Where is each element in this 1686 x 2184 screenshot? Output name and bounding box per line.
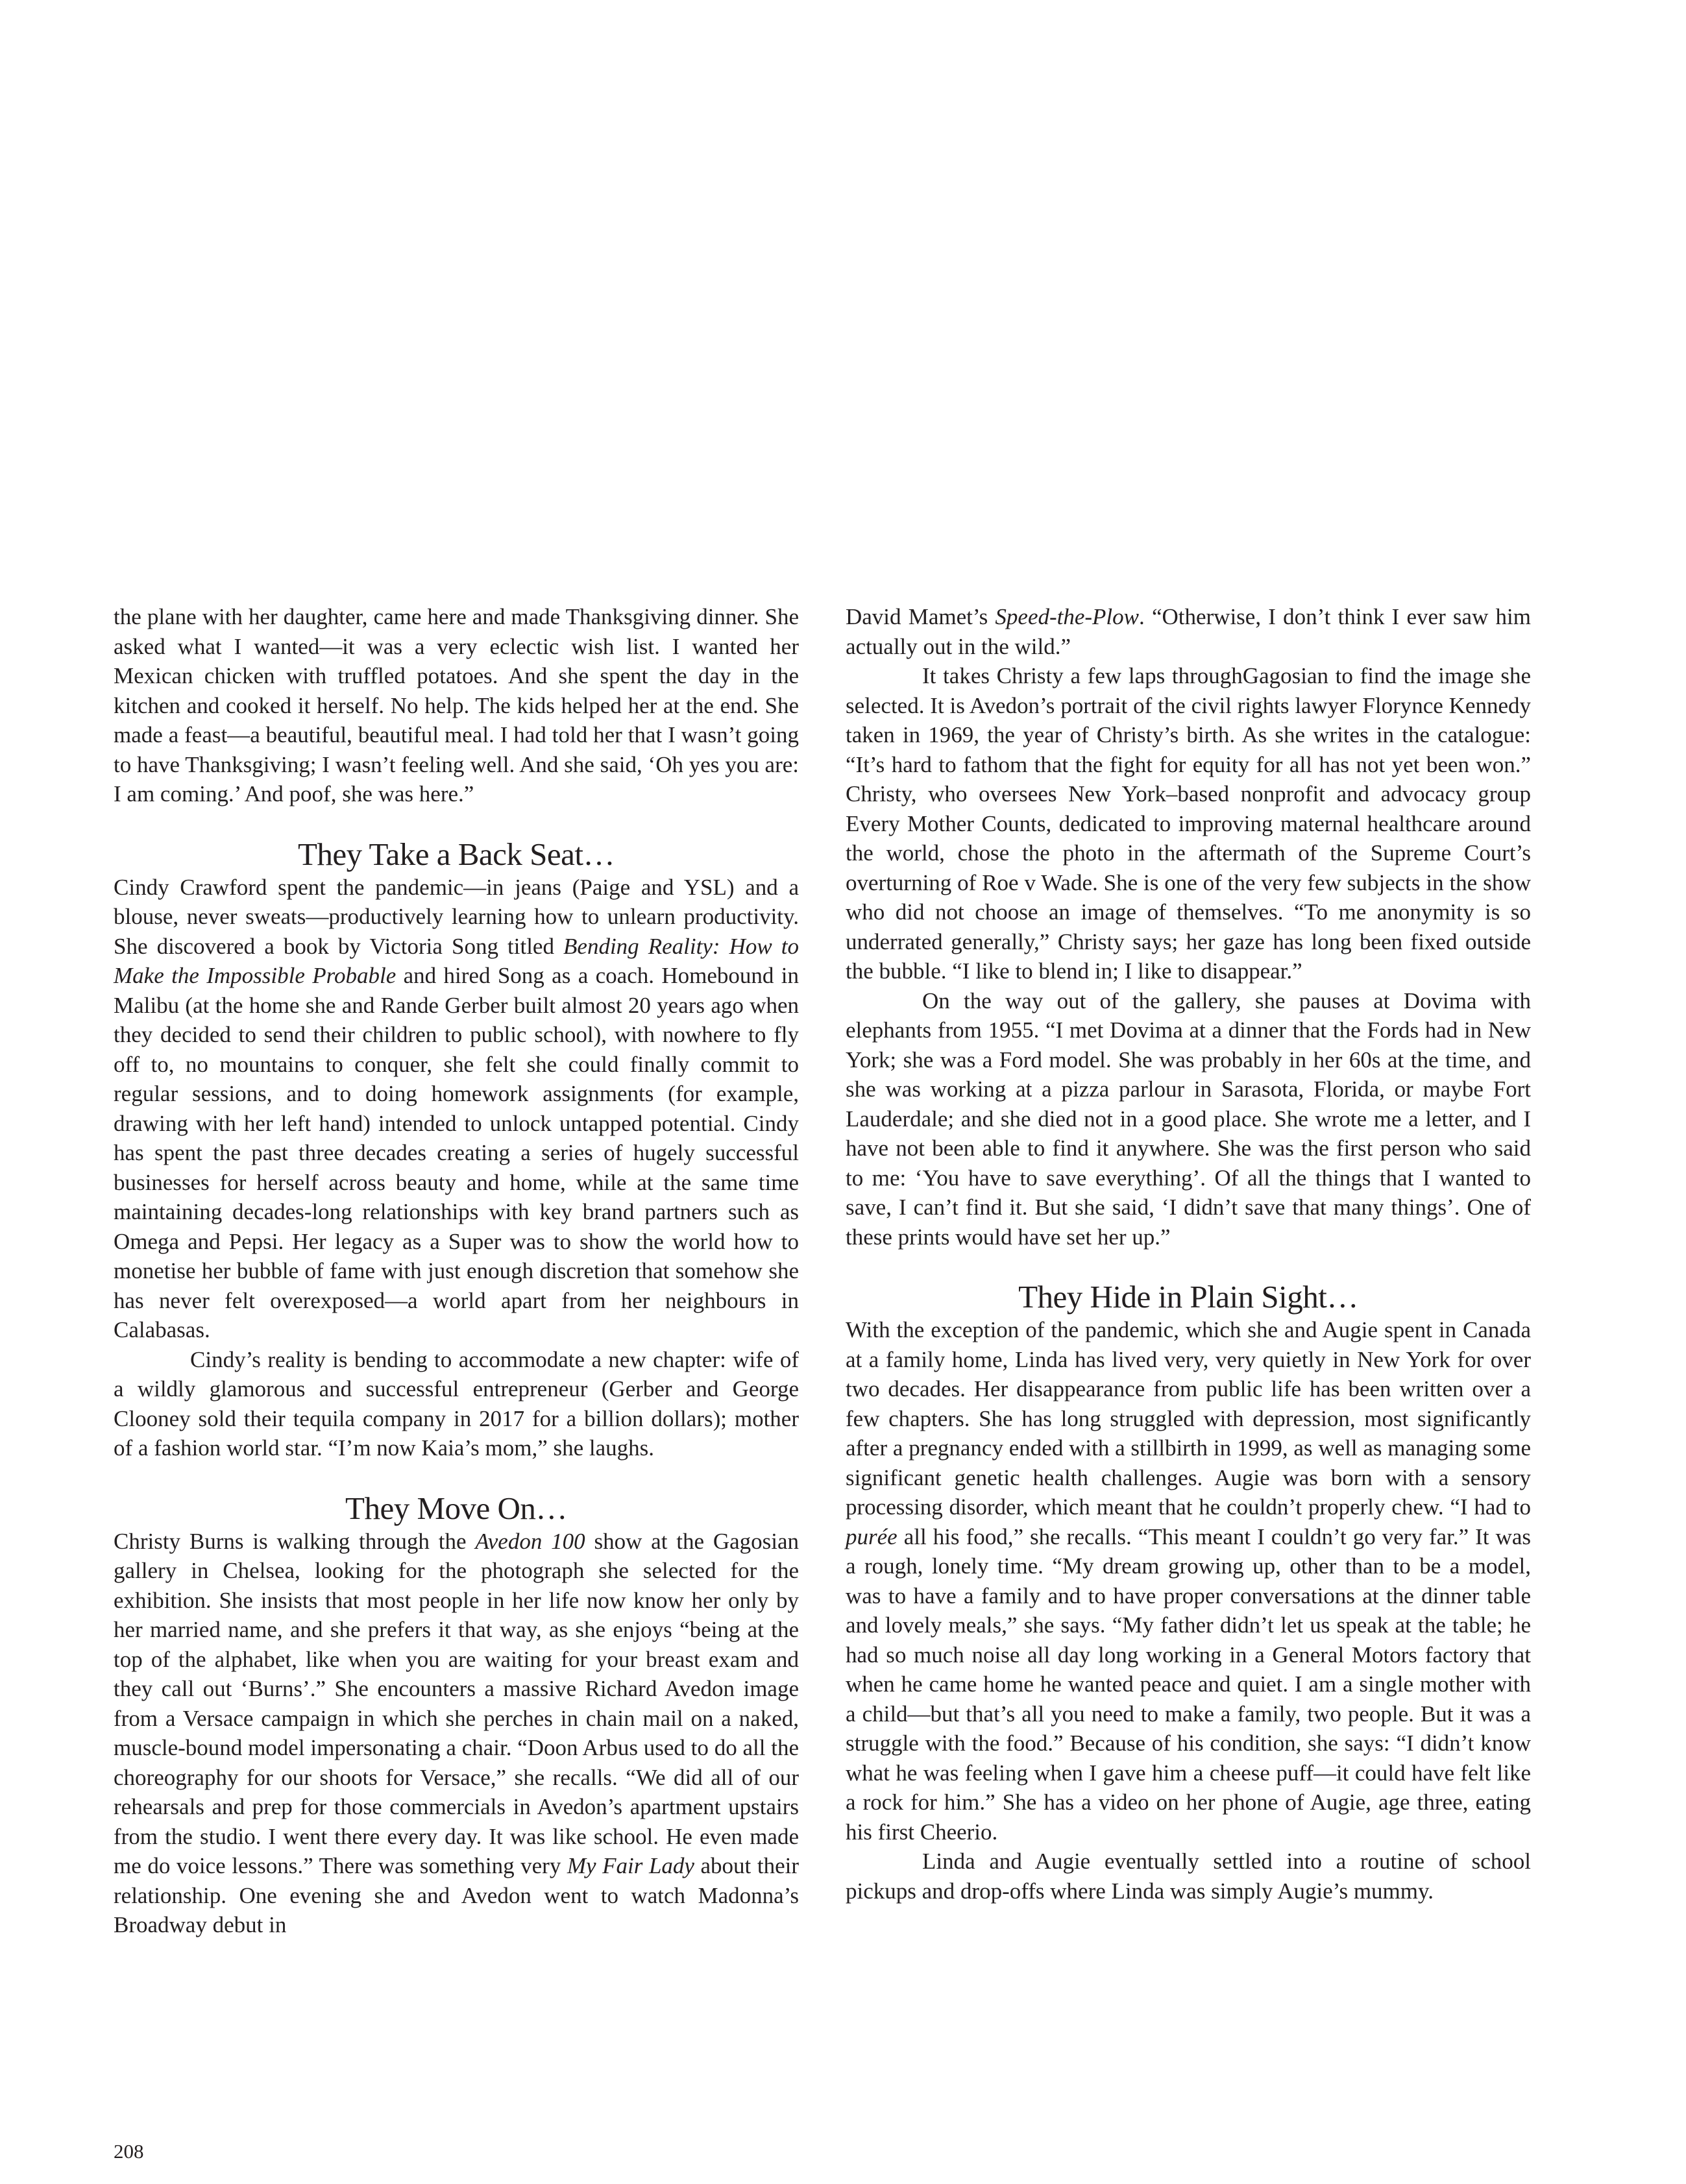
section-heading: They Hide in Plain Sight… [1018, 1279, 1358, 1315]
paragraph-text: . “Otherwise, I don’t think I ever saw him actually out in the wild.” [846, 604, 1531, 659]
section-heading: They Take a Back Seat… [297, 836, 615, 872]
body-paragraph: On the way out of the gallery, she pauses at Dovima with elephants from 1955. “I met Dovima at a dinner that the Fords had in New York; she was a Ford model. She was probably in her 60s at the time, and she was working at a pizza parlour in Sarasota, Florida, or maybe Fort Lauderdale; and she died not in a good place. She wrote me a letter, and I have not been able to find it anywhere. She was the first person who said to me: ‘You have to save everything’. Of all the things that I wanted to save, I can’t find it. But she said, ‘I didn’t save that many things’. One of these prints would have set her up.” [846, 988, 1531, 1250]
page-number: 208 [114, 2140, 144, 2163]
paragraph-text: With the exception of the pandemic, which she and Augie spent in Canada at a family home, Linda has lived very, very quietly in New York for over two decades. Her disappearance from public life has been written over a few chapters. She has long struggled with depression, most significantly after a pregnancy ended with a stillbirth in 1999, as well as managing some significant genetic health challenges. Augie was born with a sensory processing disorder, which meant that he couldn’t properly chew. “I had to [846, 1317, 1531, 1520]
body-paragraph: It takes Christy a few laps throughGagosian to find the image she selected. It is Avedon’s portrait of the civil rights lawyer Florynce Kennedy taken in 1969, the year of Christy’s birth. As she writes in the catalogue: “It’s hard to fathom that the fight for equity for all has not yet been won.” Christy, who oversees New York–based nonprofit and advocacy group Every Mother Counts, dedicated to improving maternal healthcare around the world, chose the photo in the aftermath of the Supreme Court’s overturning of Roe v Wade. She is one of the very few subjects in the show who did not choose an image of themselves. “To me anonymity is so underrated generally,” Christy says; her gaze has long been fixed outside the bubble. “I like to blend in; I like to disappear.” [846, 663, 1531, 984]
left-column [114, 602, 799, 1940]
body-paragraph [846, 602, 1531, 661]
show-title: Avedon 100 [475, 1528, 585, 1554]
paragraph-text: about their relationship. One evening she and Avedon went to watch Madonna’s Broadway debut in [114, 1853, 799, 1937]
body-paragraph [114, 873, 799, 1345]
paragraph-text: David Mamet’s [846, 604, 996, 629]
section-heading: They Move On… [345, 1490, 567, 1526]
body-paragraph [114, 1527, 799, 1940]
film-title: My Fair Lady [567, 1853, 694, 1878]
body-paragraph: Cindy’s reality is bending to accommodate a new chapter: wife of a wildly glamorous and successful entrepreneur (Gerber and George Clooney sold their tequila company in 2017 for a billion dollars); mother of a fashion world star. “I’m now Kaia’s mom,” she laughs. [114, 1346, 799, 1461]
body-paragraph: Linda and Augie eventually settled into a routine of school pickups and drop-offs where Linda was simply Augie’s mummy. [846, 1849, 1531, 1904]
play-title: Speed-the-Plow [995, 604, 1139, 629]
paragraph-text: Christy Burns is walking through the [114, 1528, 476, 1554]
book-title: Bending Reality: How to Make the Impossible Probable [114, 933, 799, 988]
paragraph-text: and hired Song as a coach. Homebound in Malibu (at the home she and Rande Gerber built almost 20 years ago when they decided to send their children to public school), with nowhere to fly off to, no mountains to conquer, she felt she could finally commit to regular sessions, and to doing homework assignments (for example, drawing with her left hand) intended to unlock untapped potential. Cindy has spent the past three decades creating a series of hugely successful businesses for herself across beauty and home, while at the same time maintaining decades-long relationships with key brand partners such as Omega and Pepsi. Her legacy as a Super was to show the world how to monetise her bubble of fame with just enough discretion that somehow she has never felt overexposed—a world apart from her neighbours in Calabasas. [114, 963, 800, 1342]
right-column [846, 602, 1531, 1906]
body-paragraph: the plane with her daughter, came here and made Thanksgiving dinner. She asked what I wanted—it was a very eclectic wish list. I wanted her Mexican chicken with truffled potatoes. And she spent the day in the kitchen and cooked it herself. No help. The kids helped her at the end. She made a feast—a beautiful, beautiful meal. I had told her that I wasn’t going to have Thanksgiving; I wasn’t feeling well. And she said, ‘Oh yes you are: I am coming.’ And poof, she was here.” [114, 604, 799, 807]
italic-word: purée [846, 1523, 898, 1549]
paragraph-text: Cindy Crawford spent the pandemic—in jeans (Paige and YSL) and a blouse, never sweats—productively learning how to unlearn productivity. She discovered a book by Victoria Song titled [114, 874, 799, 959]
paragraph-text: show at the Gagosian gallery in Chelsea, looking for the photograph she selected for the exhibition. She insists that most people in her life now know her only by her married name, and she prefers it that way, as she enjoys “being at the top of the alphabet, like when you are waiting for your breast exam and they call out ‘Burns’.” She encounters a massive Richard Avedon image from a Versace campaign in which she perches in chain mail on a naked, muscle-bound model impersonating a chair. “Doon Arbus used to do all the choreography for our shoots for Versace,” she recalls. “We did all of our rehearsals and prep for those commercials in Avedon’s apartment upstairs from the studio. I went there every day. It was like school. He even made me do voice lessons.” There was something very [114, 1528, 800, 1878]
body-paragraph [846, 1315, 1531, 1847]
paragraph-text: all his food,” she recalls. “This meant I couldn’t go very far.” It was a rough, lonely time. “My dream growing up, other than to be a model, was to have a family and to have proper conversations at the dinner table and lovely meals,” she says. “My father didn’t let us speak at the table; he had so much noise all day long working in a General Motors factory that when he came home he wanted peace and quiet. I am a single mother with a child—but that’s all you need to make a family, two people. But it was a struggle with the food.” Because of his condition, she says: “I didn’t know what he was feeling when I gave him a cheese puff—it could have felt like a rock for him.” She has a video on her phone of Augie, age three, eating his first Cheerio. [846, 1523, 1531, 1845]
